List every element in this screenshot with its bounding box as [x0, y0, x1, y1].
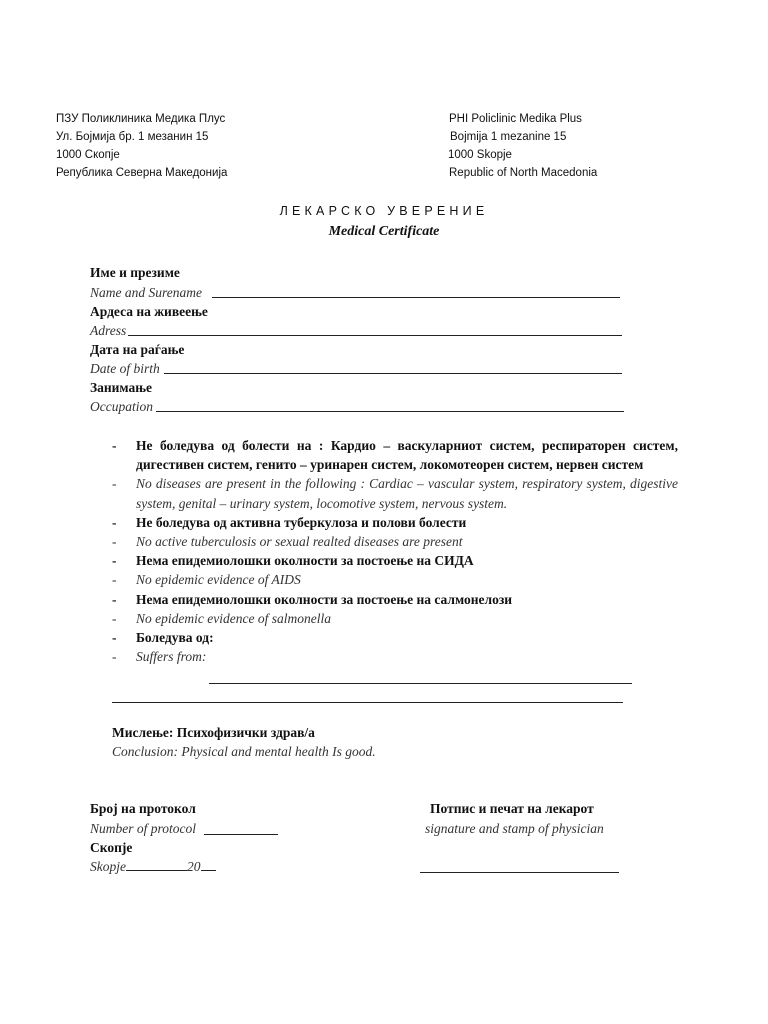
header-left-line-3: 1000 Скопје	[56, 149, 120, 161]
list-item	[112, 647, 678, 666]
city-label: Скопје	[90, 840, 133, 855]
list-dash: -	[112, 514, 117, 530]
list-item	[112, 436, 678, 474]
field-occupation-input-line[interactable]	[156, 411, 624, 412]
signature-line[interactable]	[420, 872, 619, 873]
field-dob-label: Дата на раѓање	[90, 342, 185, 357]
statement-no-tuberculosis-en: No active tuberculosis or sexual realted diseases are present	[136, 534, 463, 550]
year-input-line[interactable]	[201, 860, 216, 871]
conclusion-text: Conclusion: Physical and mental health Is good.	[112, 744, 376, 759]
list-item	[112, 609, 678, 628]
header-left-line-2: Ул. Бојмија бр. 1 мезанин 15	[56, 131, 209, 143]
signature-sublabel: signature and stamp of physician	[425, 821, 604, 836]
list-dash: -	[112, 649, 117, 665]
statement-no-diseases-en: No diseases are present in the following : Cardiac – vascular system, respiratory system, digestive system, genital – urinary system, locomotive system, nervous system.	[136, 476, 678, 511]
protocol-number-input-line[interactable]	[204, 834, 278, 835]
field-address-sublabel: Adress	[90, 323, 127, 338]
clinic-address-en	[449, 110, 597, 182]
document-subtitle: Medical Certificate	[328, 224, 440, 239]
header-left-line-1: ПЗУ Поликлиника Медика Плус	[56, 113, 226, 125]
statement-no-aids-mk: Нема епидемиолошки околности за постоење на СИДА	[136, 553, 474, 569]
header-right-line-2: Bojmija 1 mezanine 15	[450, 131, 567, 143]
list-dash: -	[112, 630, 117, 646]
field-name-sublabel: Name and Surename	[90, 285, 202, 300]
list-dash: -	[112, 553, 117, 569]
statement-no-diseases-mk: Не боледува од болести на : Кардио – васкуларниот систем, респираторен систем, дигестивен систем, генито – уринарен систем, локомотеорен систем, нервен систем	[136, 438, 678, 473]
field-address-label: Ардеса на живеење	[90, 304, 208, 319]
list-item	[112, 513, 678, 532]
list-item	[112, 590, 678, 609]
statement-no-salmonella-en: No epidemic evidence of salmonella	[136, 610, 331, 626]
field-address-input-line[interactable]	[128, 335, 622, 336]
date-input-line[interactable]	[126, 860, 187, 871]
list-dash: -	[112, 476, 117, 492]
health-statements-list	[112, 436, 678, 666]
clinic-address-mk	[56, 110, 227, 182]
header-right-line-4: Republic of North Macedonia	[449, 167, 598, 179]
field-dob-input-line[interactable]	[164, 373, 622, 374]
list-dash: -	[112, 534, 117, 550]
header-right-line-1: PHI Policlinic Medika Plus	[449, 113, 582, 125]
statement-no-aids-en: No epidemic evidence of AIDS	[136, 572, 301, 588]
list-dash: -	[112, 438, 117, 453]
header-left-line-4: Република Северна Македонија	[56, 167, 228, 179]
field-name-input-line[interactable]	[212, 297, 620, 298]
list-dash: -	[112, 610, 117, 626]
document-title: ЛЕКАРСКО УВЕРЕНИЕ	[279, 204, 489, 218]
list-item	[112, 551, 678, 570]
list-item	[112, 570, 678, 589]
field-dob-sublabel: Date of birth	[90, 361, 160, 376]
statement-no-tuberculosis-mk: Не боледува од активна туберкулоза и полови болести	[136, 514, 467, 530]
suffers-from-input-line-2[interactable]	[112, 702, 623, 703]
field-occupation-sublabel: Occupation	[90, 399, 153, 414]
signature-label: Потпис и печат на лекарот	[430, 801, 594, 816]
city-date-row	[90, 859, 216, 875]
list-dash: -	[112, 591, 117, 607]
suffers-from-input-line[interactable]	[209, 683, 632, 684]
field-occupation-label: Занимање	[90, 380, 153, 395]
year-prefix: 20	[187, 859, 201, 874]
list-item	[112, 474, 678, 512]
list-item	[112, 532, 678, 551]
statement-suffers-from-mk: Боледува од:	[136, 630, 214, 646]
field-name-label: Име и презиме	[90, 265, 180, 280]
list-item	[112, 628, 678, 647]
list-dash: -	[112, 572, 117, 588]
protocol-label: Број на протокол	[90, 801, 196, 816]
statement-suffers-from-en: Suffers from:	[136, 649, 207, 665]
protocol-sublabel: Number of protocol	[90, 821, 196, 836]
city-sublabel: Skopje	[90, 859, 126, 874]
header-right-line-3: 1000 Skopje	[448, 149, 512, 161]
statement-no-salmonella-mk: Нема епидемиолошки околности за постоење на салмонелози	[136, 591, 513, 607]
conclusion-label: Мислење: Психофизички здрав/а	[112, 725, 315, 740]
